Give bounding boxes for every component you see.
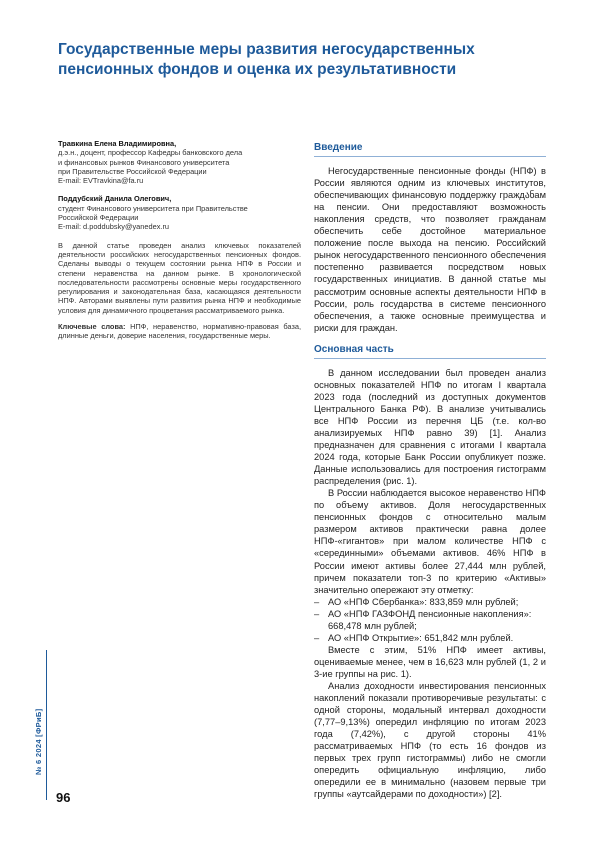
section-heading-main: Основная часть xyxy=(314,344,546,359)
author-block-2 xyxy=(58,194,301,231)
author-block-1 xyxy=(58,139,301,185)
right-column xyxy=(314,142,546,800)
left-column xyxy=(58,139,301,341)
section-heading-intro: Введение xyxy=(314,142,546,157)
author-name: Травкина Елена Владимировна, xyxy=(58,139,177,148)
main-paragraph-3: Вместе с этим, 51% НПФ имеет активы, оцениваемые менее, чем в 16,623 млн рублей (1, 2 и 3-ие группы на рис. 1). xyxy=(314,644,546,679)
journal-side-rule xyxy=(46,650,47,800)
article-title: Государственные меры развития негосударственных пенсионных фондов и оценка их результативности xyxy=(58,41,475,78)
author-email: E-mail: d.poddubsky@yanedex.ru xyxy=(58,222,170,232)
list-item: – АО «НПФ Сбербанка»: 833,859 млн рублей; xyxy=(314,596,519,607)
list-dash: – xyxy=(314,608,320,619)
top-funds-list xyxy=(314,596,546,644)
intro-paragraph: Негосударственные пенсионные фонды (НПФ) в России являются одним из ключевых институтов, обеспечивающих финансовую поддержку граждანам на пенсии. Они предоставляют возможность накопления средств, что позволяет гражданам обеспечить себе достойное материальное положение после выхода на пенсию. Российский рынок негосударственного пенсионного обеспечения постепенно развивается посредством новых государственных инициатив. В данной статье мы рассмотрим основные аспекты деятельности НПФ в России, роль государства в системе пенсионного обеспечения, а также основные преимущества и риски для граждан. xyxy=(314,166,546,333)
author-affiliation-line: Российской Федерации xyxy=(58,213,139,223)
author-name: Поддубский Данила Олегович, xyxy=(58,194,172,204)
keywords-text: НПФ, неравенство, нормативно-правовая база, длинные деньги, доверие населения, государственные меры. xyxy=(58,322,301,341)
author-affiliation-line: и финансовых рынков Финансового университета xyxy=(58,157,230,167)
page-number: 96 xyxy=(56,790,71,805)
keywords-label: Ключевые слова: xyxy=(58,322,126,332)
journal-issue-label: № 6 2024 [ФРиБ] xyxy=(34,708,43,775)
author-affiliation-line: д.э.н., доцент, профессор Кафедры банковского дела xyxy=(58,148,243,158)
author-affiliation-line: при Правительстве Российской Федерации xyxy=(58,166,207,176)
list-item: – АО «НПФ Открытие»: 651,842 млн рублей. xyxy=(314,632,514,643)
author-email: E-mail: EVTravkina@fa.ru xyxy=(58,176,144,186)
abstract: В данной статье проведен анализ ключевых показателей деятельности российских негосударственных пенсионных фондов. Сделаны выводы о текущем состоянии рынка НПФ в России и степени неравенства на данном рынке. В хронологической последовательности рассмотрены основные меры государственного регулирования и законодательная база, касающаяся деятельности НПФ. Авторами выявлены пути развития рынка НПФ и необходимые условия для динамичного процветания рассматриваемого рынка. xyxy=(58,240,301,315)
list-dash: – xyxy=(314,596,320,607)
list-item: – АО «НПФ ГАЗФОНД пенсионные накопления»: 668,478 млн рублей; xyxy=(314,608,532,631)
main-paragraph-2: В России наблюдается высокое неравенство НПФ по объему активов. Доля негосударственных пенсионных фондов с относительно малым размером активов практически равна долее НПФ-«гигантов» при малом количестве НПФ с «серединными» объемами активов. 46% НПФ в России имеют активы более 27,444 млн рублей, причем показатели топ-3 по критерию «Активы» значительно опережают эту отметку: xyxy=(314,488,546,595)
main-paragraph-1: В данном исследовании был проведен анализ основных показателей НПФ по итогам I квартала 2023 года (последний из доступных документов Центрального Банка РФ). В анализе учитывались все НПФ России из перечня ЦБ (т.е. кол-во анализируемых НПФ равно 39) [1]. Анализ предназначен для сравнения с итогами I квартала 2024 года, которые Банк России опубликует позже. Данные использовались для построения гистограмм распределения (рис. 1). xyxy=(314,367,546,487)
main-paragraph-4: Анализ доходности инвестирования пенсионных накоплений показали противоречивые результаты: с одной стороны, модальный интервал доходности (7,77–9,13%) опередил инфляцию по итогам 2023 года (7,42%), с другой стороны 41% рассматриваемых НПФ (то есть 16 фондов из первых трех групп гистограммы) либо не смогли опередить официальную инфляцию, либо опередили ее в минимально (назовем первые три группы «аутсайдерами по доходности») [2]. xyxy=(314,680,546,800)
author-affiliation-line: студент Финансового университета при Правительстве xyxy=(58,203,248,213)
keywords xyxy=(58,322,301,341)
list-dash: – xyxy=(314,632,320,643)
